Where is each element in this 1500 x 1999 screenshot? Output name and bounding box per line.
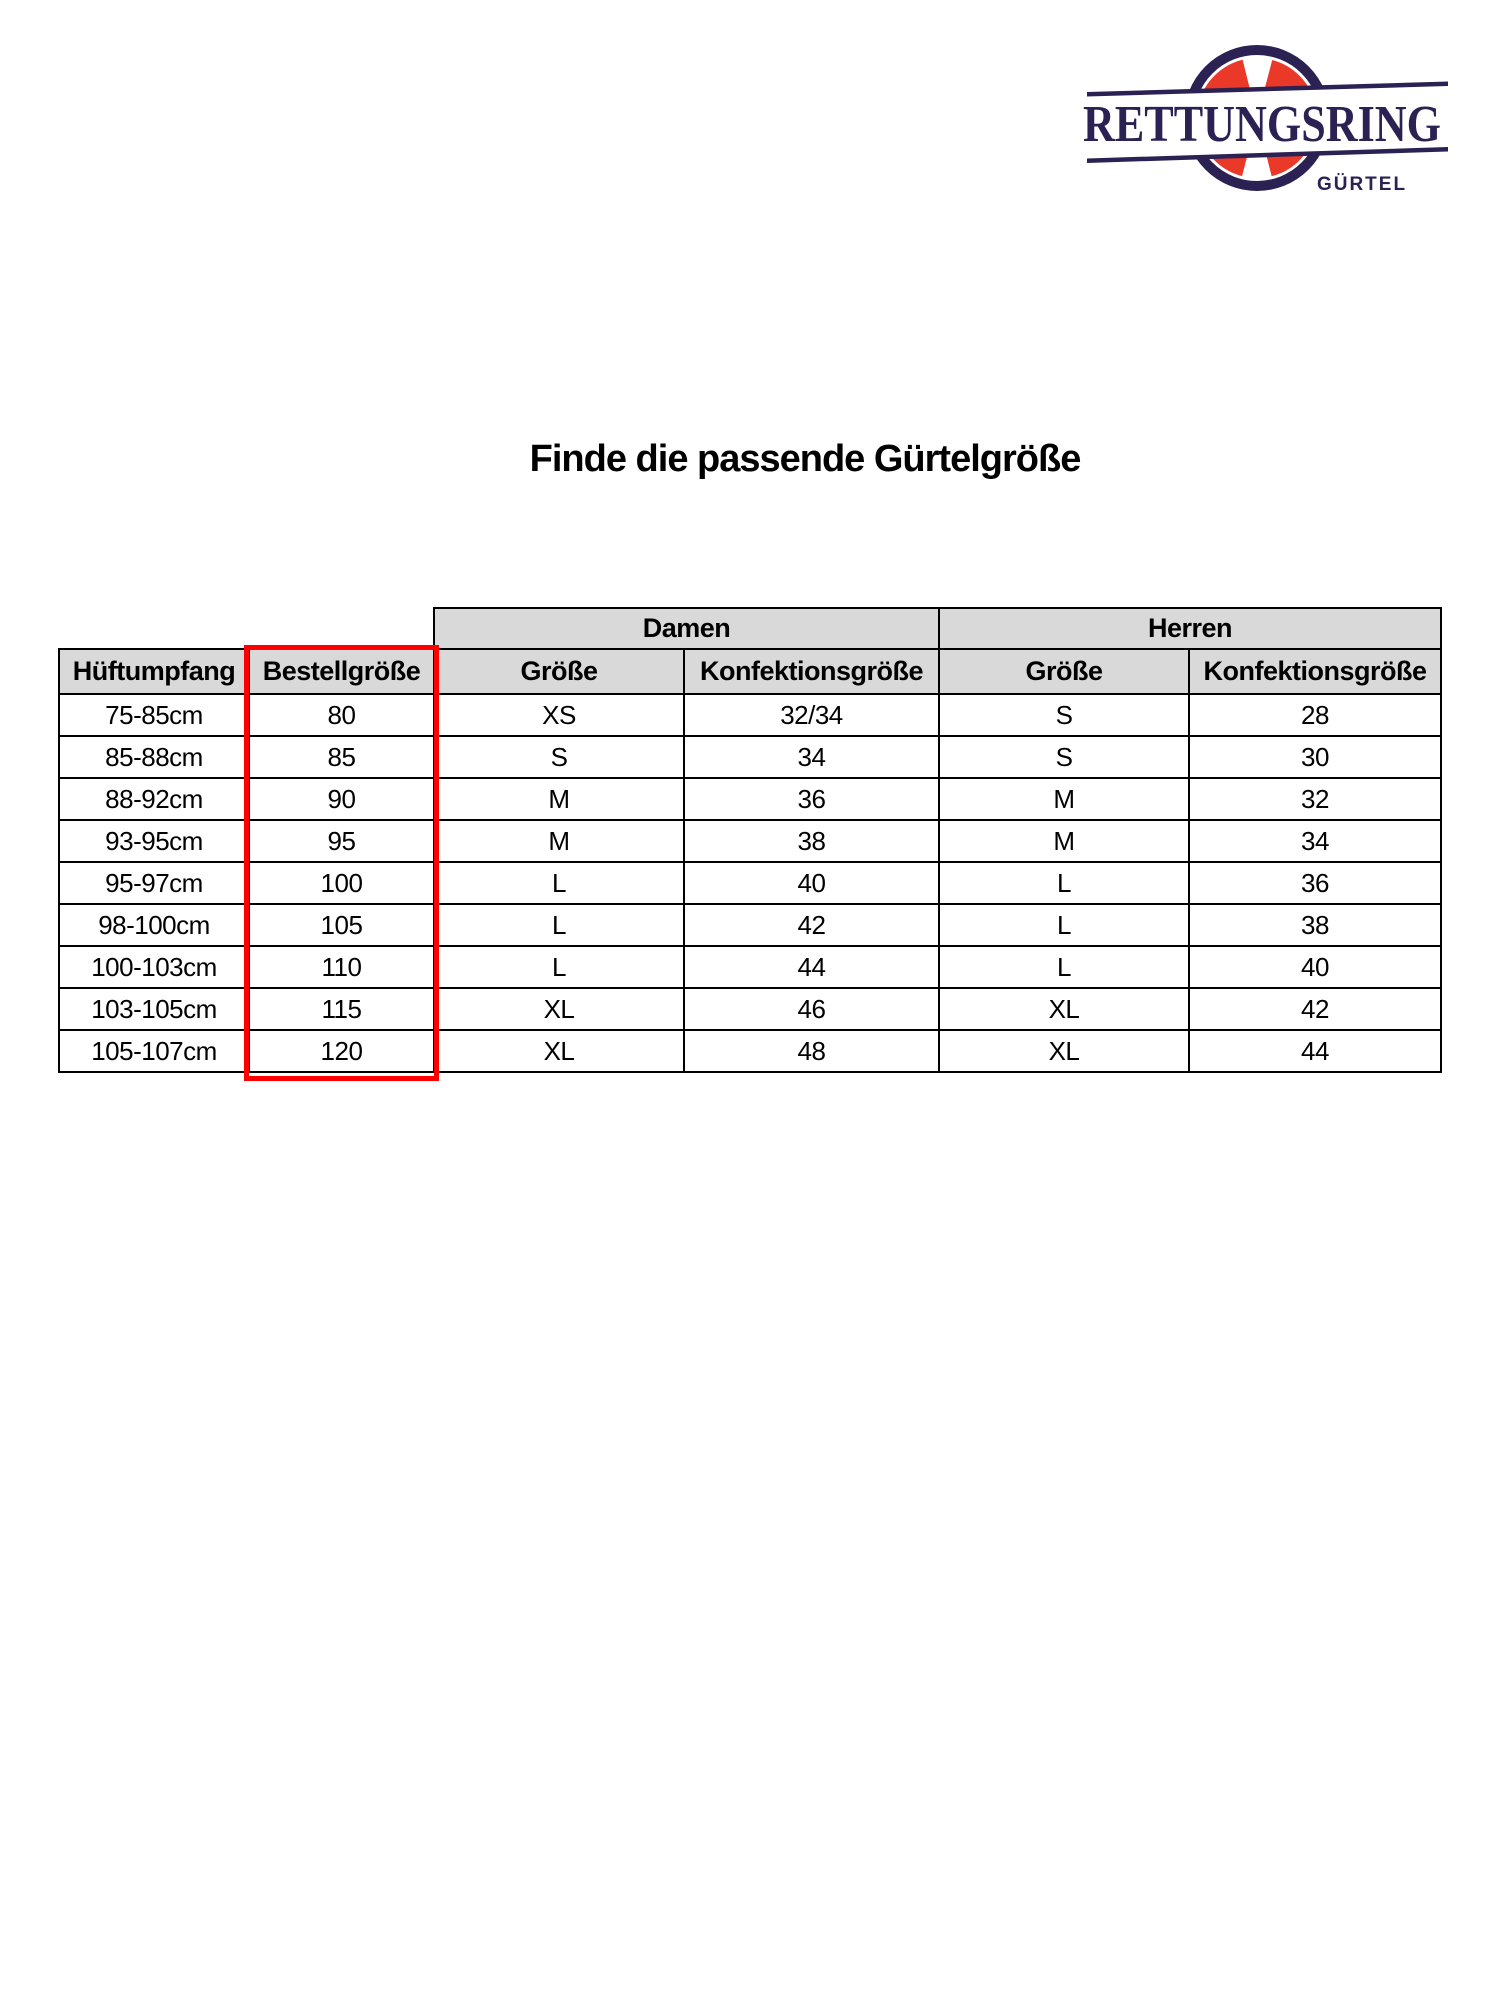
cell: 42 (684, 904, 939, 946)
cell: 44 (1189, 1030, 1441, 1072)
cell: 75-85cm (59, 694, 249, 736)
cell: 90 (249, 778, 434, 820)
table-row (59, 946, 1441, 988)
cell: 93-95cm (59, 820, 249, 862)
band-spacer (249, 608, 434, 649)
cell: 105 (249, 904, 434, 946)
size-chart-table (58, 607, 1442, 1073)
cell: 85 (249, 736, 434, 778)
table-row (59, 904, 1441, 946)
cell: 28 (1189, 694, 1441, 736)
cell: L (939, 946, 1189, 988)
cell: XL (434, 988, 684, 1030)
col-header-herren-konfektionsgroesse: Konfektionsgröße (1189, 649, 1441, 694)
cell: S (939, 736, 1189, 778)
cell: 34 (684, 736, 939, 778)
table-row (59, 1030, 1441, 1072)
cell: 95 (249, 820, 434, 862)
cell: 36 (684, 778, 939, 820)
cell: 36 (1189, 862, 1441, 904)
cell: 80 (249, 694, 434, 736)
cell: L (434, 862, 684, 904)
brand-tagline: GÜRTEL (1316, 174, 1408, 195)
cell: 115 (249, 988, 434, 1030)
table-row (59, 862, 1441, 904)
group-header-herren: Herren (939, 608, 1441, 649)
cell: 40 (684, 862, 939, 904)
col-header-herren-groesse: Größe (939, 649, 1189, 694)
cell: S (939, 694, 1189, 736)
cell: M (434, 778, 684, 820)
cell: 32/34 (684, 694, 939, 736)
cell: XL (939, 988, 1189, 1030)
table-row (59, 736, 1441, 778)
cell: L (939, 862, 1189, 904)
cell: 88-92cm (59, 778, 249, 820)
cell: S (434, 736, 684, 778)
col-header-damen-konfektionsgroesse: Konfektionsgröße (684, 649, 939, 694)
cell: 42 (1189, 988, 1441, 1030)
cell: M (434, 820, 684, 862)
cell: XS (434, 694, 684, 736)
cell: 105-107cm (59, 1030, 249, 1072)
cell: 100-103cm (59, 946, 249, 988)
cell: 30 (1189, 736, 1441, 778)
cell: 38 (1189, 904, 1441, 946)
page-title: Finde die passende Gürtelgröße (529, 438, 1081, 480)
cell: 34 (1189, 820, 1441, 862)
cell: XL (939, 1030, 1189, 1072)
brand-logo (1072, 33, 1452, 213)
cell: 38 (684, 820, 939, 862)
cell: M (939, 820, 1189, 862)
cell: 98-100cm (59, 904, 249, 946)
table-row (59, 820, 1441, 862)
group-header-damen: Damen (434, 608, 939, 649)
table-row (59, 988, 1441, 1030)
cell: 95-97cm (59, 862, 249, 904)
cell: M (939, 778, 1189, 820)
cell: 103-105cm (59, 988, 249, 1030)
table-row (59, 778, 1441, 820)
col-header-damen-groesse: Größe (434, 649, 684, 694)
cell: L (434, 946, 684, 988)
cell: 46 (684, 988, 939, 1030)
cell: 110 (249, 946, 434, 988)
table-row (59, 694, 1441, 736)
cell: L (939, 904, 1189, 946)
col-header-hueftumpfang: Hüftumpfang (59, 649, 249, 694)
cell: 85-88cm (59, 736, 249, 778)
cell: 120 (249, 1030, 434, 1072)
cell: 40 (1189, 946, 1441, 988)
size-chart (58, 607, 1442, 1073)
cell: 100 (249, 862, 434, 904)
band-spacer (59, 608, 249, 649)
column-header-row (59, 649, 1441, 694)
cell: L (434, 904, 684, 946)
brand-name: RETTUNGSRING (1083, 96, 1441, 153)
cell: 44 (684, 946, 939, 988)
cell: 48 (684, 1030, 939, 1072)
col-header-bestellgroesse: Bestellgröße (249, 649, 434, 694)
cell: XL (434, 1030, 684, 1072)
group-header-row (59, 608, 1441, 649)
cell: 32 (1189, 778, 1441, 820)
